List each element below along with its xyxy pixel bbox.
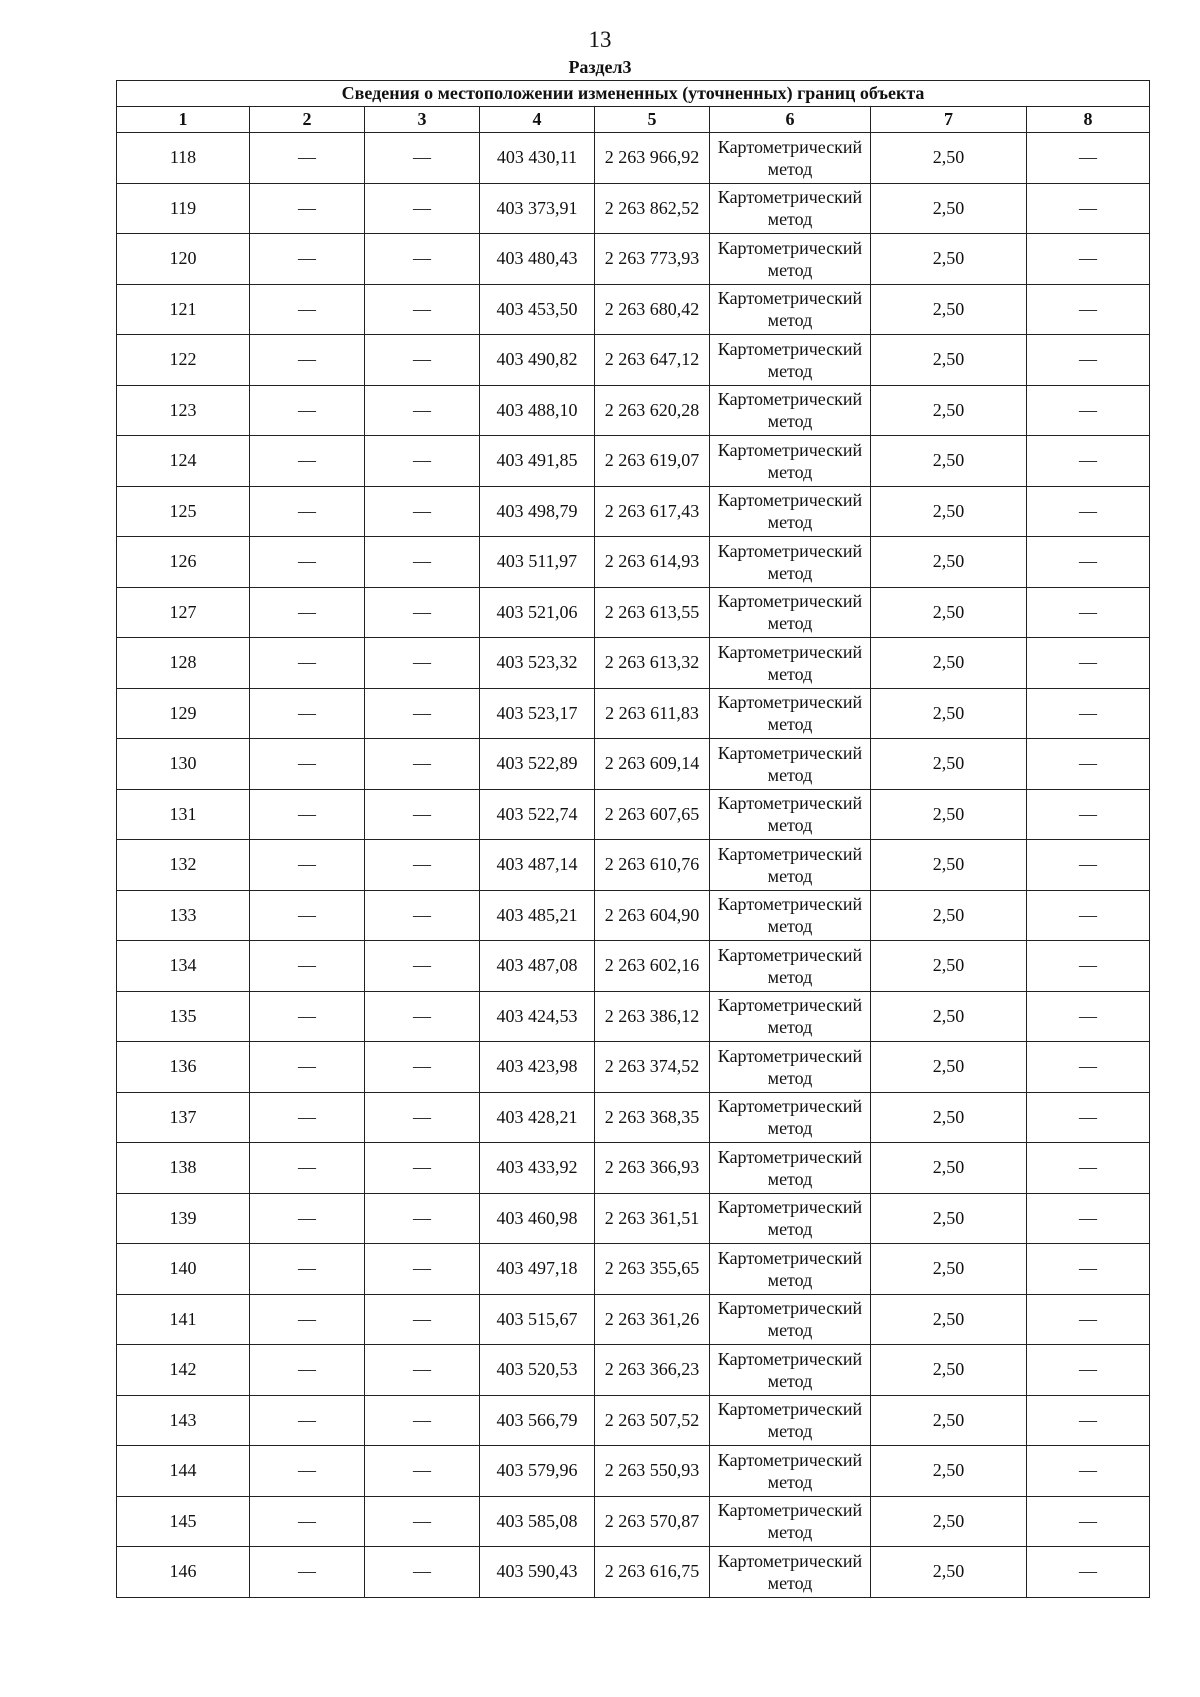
y-coordinate-cell: 2 263 773,93 bbox=[595, 234, 710, 285]
column-2-cell: — bbox=[250, 638, 365, 689]
point-number-cell: 134 bbox=[117, 941, 250, 992]
column-8-cell: — bbox=[1027, 1294, 1150, 1345]
column-8-cell: — bbox=[1027, 1143, 1150, 1194]
x-coordinate-cell: 403 488,10 bbox=[480, 385, 595, 436]
method-cell: Картометрический метод bbox=[710, 486, 871, 537]
table-row bbox=[117, 436, 1150, 487]
column-3-cell: — bbox=[365, 638, 480, 689]
column-8-cell: — bbox=[1027, 183, 1150, 234]
accuracy-cell: 2,50 bbox=[871, 1294, 1027, 1345]
accuracy-cell: 2,50 bbox=[871, 1193, 1027, 1244]
y-coordinate-cell: 2 263 361,51 bbox=[595, 1193, 710, 1244]
table-row bbox=[117, 1496, 1150, 1547]
table-row bbox=[117, 991, 1150, 1042]
method-cell: Картометрический метод bbox=[710, 789, 871, 840]
point-number-cell: 144 bbox=[117, 1446, 250, 1497]
table-row bbox=[117, 385, 1150, 436]
method-cell: Картометрический метод bbox=[710, 1244, 871, 1295]
x-coordinate-cell: 403 423,98 bbox=[480, 1042, 595, 1093]
column-2-cell: — bbox=[250, 1092, 365, 1143]
accuracy-cell: 2,50 bbox=[871, 739, 1027, 790]
column-number-8: 8 bbox=[1027, 107, 1150, 133]
y-coordinate-cell: 2 263 570,87 bbox=[595, 1496, 710, 1547]
table-row bbox=[117, 688, 1150, 739]
column-2-cell: — bbox=[250, 1193, 365, 1244]
y-coordinate-cell: 2 263 613,32 bbox=[595, 638, 710, 689]
method-cell: Картометрический метод bbox=[710, 537, 871, 588]
point-number-cell: 121 bbox=[117, 284, 250, 335]
column-2-cell: — bbox=[250, 284, 365, 335]
table-row bbox=[117, 587, 1150, 638]
column-2-cell: — bbox=[250, 385, 365, 436]
point-number-cell: 126 bbox=[117, 537, 250, 588]
y-coordinate-cell: 2 263 607,65 bbox=[595, 789, 710, 840]
accuracy-cell: 2,50 bbox=[871, 385, 1027, 436]
point-number-cell: 122 bbox=[117, 335, 250, 386]
y-coordinate-cell: 2 263 602,16 bbox=[595, 941, 710, 992]
x-coordinate-cell: 403 579,96 bbox=[480, 1446, 595, 1497]
accuracy-cell: 2,50 bbox=[871, 941, 1027, 992]
column-8-cell: — bbox=[1027, 234, 1150, 285]
method-cell: Картометрический метод bbox=[710, 1496, 871, 1547]
column-3-cell: — bbox=[365, 1244, 480, 1295]
y-coordinate-cell: 2 263 647,12 bbox=[595, 335, 710, 386]
x-coordinate-cell: 403 523,17 bbox=[480, 688, 595, 739]
method-cell: Картометрический метод bbox=[710, 1193, 871, 1244]
section-title: Раздел3 bbox=[568, 57, 632, 77]
accuracy-cell: 2,50 bbox=[871, 789, 1027, 840]
x-coordinate-cell: 403 487,14 bbox=[480, 840, 595, 891]
column-3-cell: — bbox=[365, 739, 480, 790]
accuracy-cell: 2,50 bbox=[871, 587, 1027, 638]
table-row bbox=[117, 789, 1150, 840]
column-2-cell: — bbox=[250, 234, 365, 285]
column-number-1: 1 bbox=[117, 107, 250, 133]
table-row bbox=[117, 1345, 1150, 1396]
accuracy-cell: 2,50 bbox=[871, 436, 1027, 487]
column-2-cell: — bbox=[250, 890, 365, 941]
column-8-cell: — bbox=[1027, 941, 1150, 992]
y-coordinate-cell: 2 263 609,14 bbox=[595, 739, 710, 790]
y-coordinate-cell: 2 263 368,35 bbox=[595, 1092, 710, 1143]
method-cell: Картометрический метод bbox=[710, 133, 871, 184]
column-8-cell: — bbox=[1027, 840, 1150, 891]
x-coordinate-cell: 403 491,85 bbox=[480, 436, 595, 487]
column-2-cell: — bbox=[250, 789, 365, 840]
column-number-5: 5 bbox=[595, 107, 710, 133]
column-number-6: 6 bbox=[710, 107, 871, 133]
method-cell: Картометрический метод bbox=[710, 436, 871, 487]
column-3-cell: — bbox=[365, 486, 480, 537]
column-3-cell: — bbox=[365, 1345, 480, 1396]
column-3-cell: — bbox=[365, 1042, 480, 1093]
point-number-cell: 129 bbox=[117, 688, 250, 739]
column-3-cell: — bbox=[365, 436, 480, 487]
y-coordinate-cell: 2 263 550,93 bbox=[595, 1446, 710, 1497]
method-cell: Картометрический метод bbox=[710, 991, 871, 1042]
column-number-3: 3 bbox=[365, 107, 480, 133]
column-2-cell: — bbox=[250, 941, 365, 992]
column-8-cell: — bbox=[1027, 1092, 1150, 1143]
accuracy-cell: 2,50 bbox=[871, 183, 1027, 234]
y-coordinate-cell: 2 263 614,93 bbox=[595, 537, 710, 588]
column-2-cell: — bbox=[250, 133, 365, 184]
point-number-cell: 118 bbox=[117, 133, 250, 184]
accuracy-cell: 2,50 bbox=[871, 234, 1027, 285]
method-cell: Картометрический метод bbox=[710, 183, 871, 234]
column-3-cell: — bbox=[365, 335, 480, 386]
column-2-cell: — bbox=[250, 1345, 365, 1396]
accuracy-cell: 2,50 bbox=[871, 486, 1027, 537]
table-row bbox=[117, 133, 1150, 184]
point-number-cell: 146 bbox=[117, 1547, 250, 1598]
accuracy-cell: 2,50 bbox=[871, 133, 1027, 184]
method-cell: Картометрический метод bbox=[710, 234, 871, 285]
y-coordinate-cell: 2 263 366,23 bbox=[595, 1345, 710, 1396]
y-coordinate-cell: 2 263 355,65 bbox=[595, 1244, 710, 1295]
column-8-cell: — bbox=[1027, 1345, 1150, 1396]
column-8-cell: — bbox=[1027, 537, 1150, 588]
column-3-cell: — bbox=[365, 789, 480, 840]
point-number-cell: 135 bbox=[117, 991, 250, 1042]
x-coordinate-cell: 403 520,53 bbox=[480, 1345, 595, 1396]
table-row bbox=[117, 1193, 1150, 1244]
column-3-cell: — bbox=[365, 1547, 480, 1598]
table-row bbox=[117, 1395, 1150, 1446]
y-coordinate-cell: 2 263 617,43 bbox=[595, 486, 710, 537]
column-2-cell: — bbox=[250, 486, 365, 537]
column-2-cell: — bbox=[250, 1395, 365, 1446]
column-3-cell: — bbox=[365, 284, 480, 335]
point-number-cell: 120 bbox=[117, 234, 250, 285]
table-row bbox=[117, 486, 1150, 537]
point-number-cell: 124 bbox=[117, 436, 250, 487]
accuracy-cell: 2,50 bbox=[871, 1042, 1027, 1093]
column-8-cell: — bbox=[1027, 486, 1150, 537]
column-8-cell: — bbox=[1027, 284, 1150, 335]
x-coordinate-cell: 403 498,79 bbox=[480, 486, 595, 537]
table-row bbox=[117, 638, 1150, 689]
table-row bbox=[117, 1294, 1150, 1345]
accuracy-cell: 2,50 bbox=[871, 991, 1027, 1042]
x-coordinate-cell: 403 511,97 bbox=[480, 537, 595, 588]
page-number: 13 bbox=[588, 27, 612, 52]
point-number-cell: 142 bbox=[117, 1345, 250, 1396]
method-cell: Картометрический метод bbox=[710, 941, 871, 992]
column-8-cell: — bbox=[1027, 436, 1150, 487]
point-number-cell: 132 bbox=[117, 840, 250, 891]
column-8-cell: — bbox=[1027, 1547, 1150, 1598]
column-number-2: 2 bbox=[250, 107, 365, 133]
x-coordinate-cell: 403 485,21 bbox=[480, 890, 595, 941]
column-2-cell: — bbox=[250, 1496, 365, 1547]
point-number-cell: 123 bbox=[117, 385, 250, 436]
table-row bbox=[117, 941, 1150, 992]
column-8-cell: — bbox=[1027, 133, 1150, 184]
accuracy-cell: 2,50 bbox=[871, 1395, 1027, 1446]
column-2-cell: — bbox=[250, 1547, 365, 1598]
accuracy-cell: 2,50 bbox=[871, 284, 1027, 335]
column-3-cell: — bbox=[365, 587, 480, 638]
column-3-cell: — bbox=[365, 1143, 480, 1194]
point-number-cell: 127 bbox=[117, 587, 250, 638]
column-8-cell: — bbox=[1027, 1042, 1150, 1093]
table-row bbox=[117, 335, 1150, 386]
accuracy-cell: 2,50 bbox=[871, 1244, 1027, 1295]
point-number-cell: 119 bbox=[117, 183, 250, 234]
column-2-cell: — bbox=[250, 1294, 365, 1345]
method-cell: Картометрический метод bbox=[710, 638, 871, 689]
method-cell: Картометрический метод bbox=[710, 284, 871, 335]
y-coordinate-cell: 2 263 374,52 bbox=[595, 1042, 710, 1093]
column-3-cell: — bbox=[365, 234, 480, 285]
x-coordinate-cell: 403 433,92 bbox=[480, 1143, 595, 1194]
x-coordinate-cell: 403 490,82 bbox=[480, 335, 595, 386]
point-number-cell: 141 bbox=[117, 1294, 250, 1345]
y-coordinate-cell: 2 263 620,28 bbox=[595, 385, 710, 436]
table-row bbox=[117, 537, 1150, 588]
column-8-cell: — bbox=[1027, 587, 1150, 638]
y-coordinate-cell: 2 263 862,52 bbox=[595, 183, 710, 234]
x-coordinate-cell: 403 522,89 bbox=[480, 739, 595, 790]
method-cell: Картометрический метод bbox=[710, 1143, 871, 1194]
column-8-cell: — bbox=[1027, 335, 1150, 386]
table-row bbox=[117, 739, 1150, 790]
y-coordinate-cell: 2 263 680,42 bbox=[595, 284, 710, 335]
x-coordinate-cell: 403 566,79 bbox=[480, 1395, 595, 1446]
accuracy-cell: 2,50 bbox=[871, 1143, 1027, 1194]
point-number-cell: 137 bbox=[117, 1092, 250, 1143]
column-3-cell: — bbox=[365, 840, 480, 891]
point-number-cell: 130 bbox=[117, 739, 250, 790]
column-8-cell: — bbox=[1027, 739, 1150, 790]
y-coordinate-cell: 2 263 507,52 bbox=[595, 1395, 710, 1446]
column-3-cell: — bbox=[365, 1395, 480, 1446]
y-coordinate-cell: 2 263 611,83 bbox=[595, 688, 710, 739]
table-row bbox=[117, 1446, 1150, 1497]
y-coordinate-cell: 2 263 613,55 bbox=[595, 587, 710, 638]
x-coordinate-cell: 403 424,53 bbox=[480, 991, 595, 1042]
column-3-cell: — bbox=[365, 941, 480, 992]
method-cell: Картометрический метод bbox=[710, 1345, 871, 1396]
x-coordinate-cell: 403 487,08 bbox=[480, 941, 595, 992]
method-cell: Картометрический метод bbox=[710, 335, 871, 386]
column-2-cell: — bbox=[250, 1244, 365, 1295]
point-number-cell: 128 bbox=[117, 638, 250, 689]
x-coordinate-cell: 403 428,21 bbox=[480, 1092, 595, 1143]
column-8-cell: — bbox=[1027, 638, 1150, 689]
table-row bbox=[117, 1143, 1150, 1194]
y-coordinate-cell: 2 263 610,76 bbox=[595, 840, 710, 891]
accuracy-cell: 2,50 bbox=[871, 688, 1027, 739]
method-cell: Картометрический метод bbox=[710, 688, 871, 739]
column-2-cell: — bbox=[250, 335, 365, 386]
column-3-cell: — bbox=[365, 1193, 480, 1244]
accuracy-cell: 2,50 bbox=[871, 537, 1027, 588]
method-cell: Картометрический метод bbox=[710, 1092, 871, 1143]
column-2-cell: — bbox=[250, 537, 365, 588]
table-row bbox=[117, 1244, 1150, 1295]
point-number-cell: 140 bbox=[117, 1244, 250, 1295]
column-number-row bbox=[117, 107, 1150, 133]
table-row bbox=[117, 840, 1150, 891]
column-3-cell: — bbox=[365, 1092, 480, 1143]
column-3-cell: — bbox=[365, 385, 480, 436]
table-caption: Сведения о местоположении измененных (уточненных) границ объекта bbox=[117, 81, 1150, 107]
point-number-cell: 138 bbox=[117, 1143, 250, 1194]
column-8-cell: — bbox=[1027, 890, 1150, 941]
method-cell: Картометрический метод bbox=[710, 587, 871, 638]
x-coordinate-cell: 403 590,43 bbox=[480, 1547, 595, 1598]
method-cell: Картометрический метод bbox=[710, 1294, 871, 1345]
point-number-cell: 145 bbox=[117, 1496, 250, 1547]
x-coordinate-cell: 403 480,43 bbox=[480, 234, 595, 285]
column-2-cell: — bbox=[250, 991, 365, 1042]
table-row bbox=[117, 183, 1150, 234]
column-number-4: 4 bbox=[480, 107, 595, 133]
x-coordinate-cell: 403 585,08 bbox=[480, 1496, 595, 1547]
column-3-cell: — bbox=[365, 133, 480, 184]
x-coordinate-cell: 403 430,11 bbox=[480, 133, 595, 184]
y-coordinate-cell: 2 263 966,92 bbox=[595, 133, 710, 184]
y-coordinate-cell: 2 263 361,26 bbox=[595, 1294, 710, 1345]
table-row bbox=[117, 284, 1150, 335]
table-body bbox=[117, 133, 1150, 1598]
point-number-cell: 131 bbox=[117, 789, 250, 840]
point-number-cell: 143 bbox=[117, 1395, 250, 1446]
x-coordinate-cell: 403 460,98 bbox=[480, 1193, 595, 1244]
accuracy-cell: 2,50 bbox=[871, 1446, 1027, 1497]
table-row bbox=[117, 1042, 1150, 1093]
x-coordinate-cell: 403 521,06 bbox=[480, 587, 595, 638]
column-8-cell: — bbox=[1027, 1395, 1150, 1446]
point-number-cell: 139 bbox=[117, 1193, 250, 1244]
x-coordinate-cell: 403 453,50 bbox=[480, 284, 595, 335]
x-coordinate-cell: 403 523,32 bbox=[480, 638, 595, 689]
y-coordinate-cell: 2 263 604,90 bbox=[595, 890, 710, 941]
method-cell: Картометрический метод bbox=[710, 1446, 871, 1497]
column-3-cell: — bbox=[365, 537, 480, 588]
column-8-cell: — bbox=[1027, 385, 1150, 436]
accuracy-cell: 2,50 bbox=[871, 1496, 1027, 1547]
column-2-cell: — bbox=[250, 587, 365, 638]
column-8-cell: — bbox=[1027, 1446, 1150, 1497]
column-3-cell: — bbox=[365, 688, 480, 739]
accuracy-cell: 2,50 bbox=[871, 335, 1027, 386]
column-2-cell: — bbox=[250, 1042, 365, 1093]
column-3-cell: — bbox=[365, 1496, 480, 1547]
method-cell: Картометрический метод bbox=[710, 1395, 871, 1446]
column-3-cell: — bbox=[365, 1294, 480, 1345]
point-number-cell: 125 bbox=[117, 486, 250, 537]
accuracy-cell: 2,50 bbox=[871, 890, 1027, 941]
column-3-cell: — bbox=[365, 991, 480, 1042]
x-coordinate-cell: 403 497,18 bbox=[480, 1244, 595, 1295]
column-2-cell: — bbox=[250, 739, 365, 790]
accuracy-cell: 2,50 bbox=[871, 1345, 1027, 1396]
column-8-cell: — bbox=[1027, 789, 1150, 840]
boundary-coordinates-table bbox=[116, 80, 1150, 1598]
column-8-cell: — bbox=[1027, 1244, 1150, 1295]
x-coordinate-cell: 403 522,74 bbox=[480, 789, 595, 840]
column-8-cell: — bbox=[1027, 1193, 1150, 1244]
method-cell: Картометрический метод bbox=[710, 1547, 871, 1598]
y-coordinate-cell: 2 263 386,12 bbox=[595, 991, 710, 1042]
method-cell: Картометрический метод bbox=[710, 890, 871, 941]
method-cell: Картометрический метод bbox=[710, 1042, 871, 1093]
table-row bbox=[117, 1547, 1150, 1598]
method-cell: Картометрический метод bbox=[710, 739, 871, 790]
column-8-cell: — bbox=[1027, 991, 1150, 1042]
column-2-cell: — bbox=[250, 436, 365, 487]
accuracy-cell: 2,50 bbox=[871, 1092, 1027, 1143]
column-2-cell: — bbox=[250, 688, 365, 739]
table-row bbox=[117, 1092, 1150, 1143]
accuracy-cell: 2,50 bbox=[871, 638, 1027, 689]
column-2-cell: — bbox=[250, 1446, 365, 1497]
accuracy-cell: 2,50 bbox=[871, 840, 1027, 891]
point-number-cell: 136 bbox=[117, 1042, 250, 1093]
column-2-cell: — bbox=[250, 183, 365, 234]
method-cell: Картометрический метод bbox=[710, 840, 871, 891]
y-coordinate-cell: 2 263 616,75 bbox=[595, 1547, 710, 1598]
column-2-cell: — bbox=[250, 1143, 365, 1194]
y-coordinate-cell: 2 263 366,93 bbox=[595, 1143, 710, 1194]
table-row bbox=[117, 890, 1150, 941]
accuracy-cell: 2,50 bbox=[871, 1547, 1027, 1598]
table-row bbox=[117, 234, 1150, 285]
x-coordinate-cell: 403 373,91 bbox=[480, 183, 595, 234]
column-2-cell: — bbox=[250, 840, 365, 891]
column-3-cell: — bbox=[365, 1446, 480, 1497]
column-number-7: 7 bbox=[871, 107, 1027, 133]
column-3-cell: — bbox=[365, 890, 480, 941]
column-8-cell: — bbox=[1027, 688, 1150, 739]
method-cell: Картометрический метод bbox=[710, 385, 871, 436]
point-number-cell: 133 bbox=[117, 890, 250, 941]
column-3-cell: — bbox=[365, 183, 480, 234]
x-coordinate-cell: 403 515,67 bbox=[480, 1294, 595, 1345]
y-coordinate-cell: 2 263 619,07 bbox=[595, 436, 710, 487]
column-8-cell: — bbox=[1027, 1496, 1150, 1547]
